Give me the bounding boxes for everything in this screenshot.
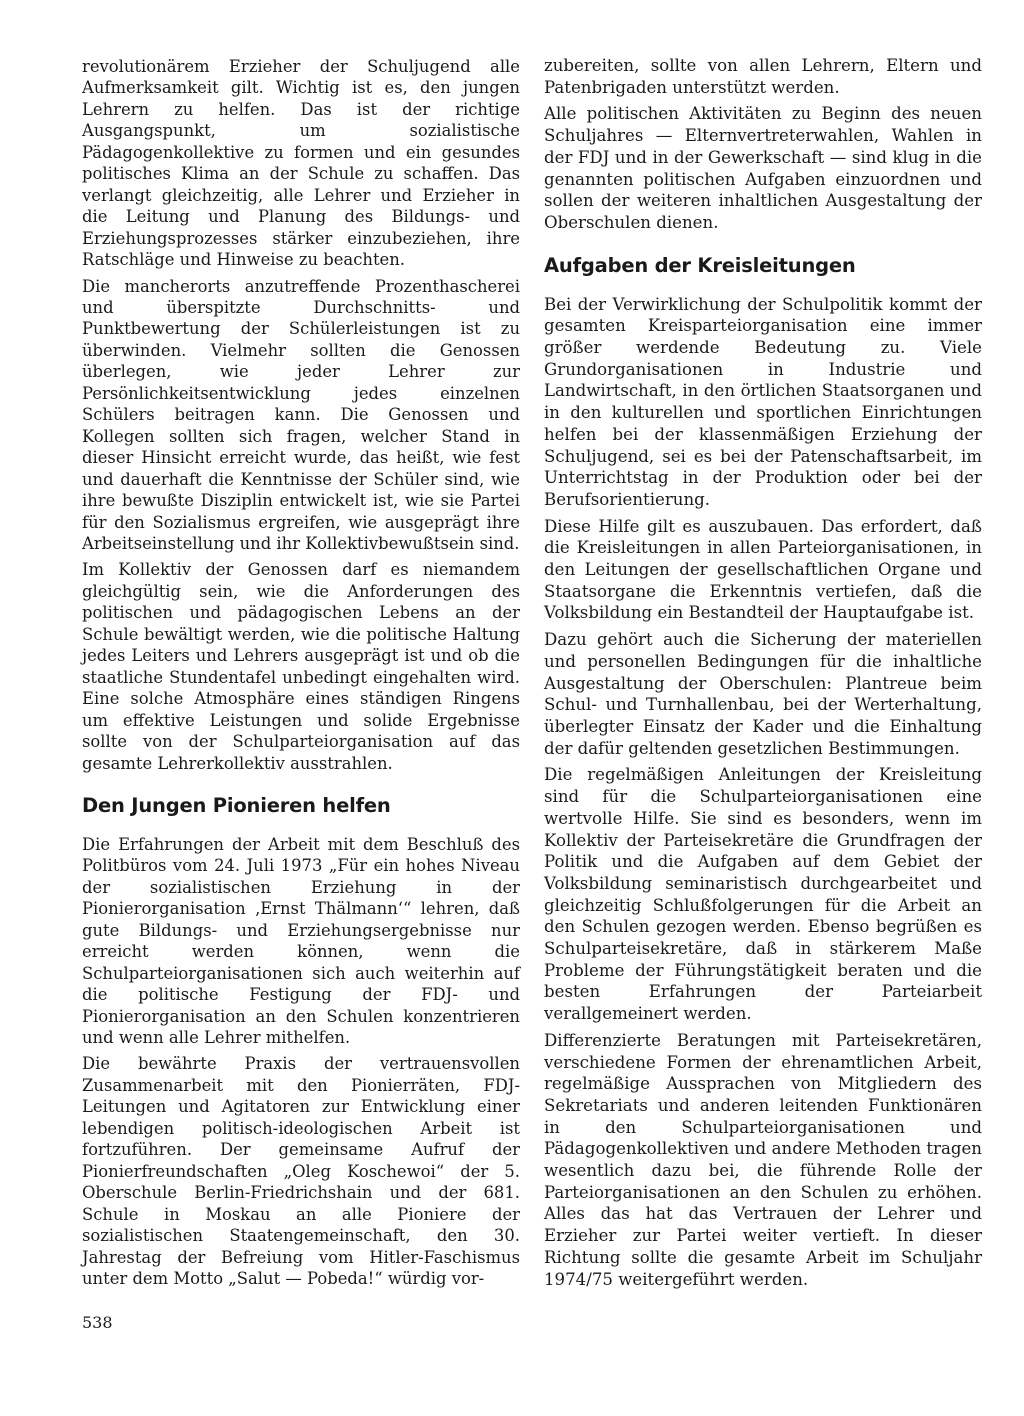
page-number: 538	[82, 1313, 113, 1332]
paragraph: Die mancherorts anzutreffende Prozenthascherei und überspitzte Durchschnitts- und Punktbewertung der Schülerleistungen ist zu überwinden. Vielmehr sollten die Genossen überlegen, wie jeder Lehrer zur Persönlichkeitsentwicklung jedes einzelnen Schülers beitragen kann. Die Genossen und Kollegen sollten sich fragen, welcher Stand in dieser Hinsicht erreicht wurde, das heißt, wie fest und dauerhaft die Kenntnisse der Schüler sind, wie ihre bewußte Disziplin entwickelt ist, wie sie Partei für den Sozialismus ergreifen, wie ausgeprägt ihre Arbeitseinstellung und ihr Kollektivbewußtsein sind.	[82, 276, 520, 553]
section-heading: Den Jungen Pionieren helfen	[82, 793, 391, 817]
section-heading: Aufgaben der Kreisleitungen	[544, 253, 856, 277]
paragraph: Die Erfahrungen der Arbeit mit dem Beschluß des Politbüros vom 24. Juli 1973 „Für ein hohes Niveau der sozialistischen Erziehung in der Pionierorganisation ‚Ernst Thälmann‘“ lehren, daß gute Bildungs- und Erziehungsergebnisse nur erreicht werden können, wenn die Schulparteiorganisationen sich auch weiterhin auf die politische Festigung der FDJ- und Pionierorganisation an den Schulen konzentrieren und wenn alle Lehrer mithelfen.	[82, 834, 520, 1048]
paragraph: Dazu gehört auch die Sicherung der materiellen und personellen Bedingungen für die inhaltliche Ausgestaltung der Oberschulen: Plantreue beim Schul- und Turnhallenbau, bei der Werterhaltung, überlegter Einsatz der Kader und die Einhaltung der dafür geltenden gesetzlichen Bestimmungen.	[544, 630, 982, 758]
paragraph: Im Kollektiv der Genossen darf es niemandem gleichgültig sein, wie die Anforderungen des politischen und pädagogischen Lebens an der Schule bewältigt werden, wie die politische Haltung jedes Leiters und Lehrers ausgeprägt ist und ob die staatliche Stundentafel unbedingt eingehalten wird. Eine solche Atmosphäre eines ständigen Ringens um effektive Leistungen und solide Ergebnisse sollte von der Schulparteiorganisation auf das gesamte Lehrerkollektiv ausstrahlen.	[82, 560, 520, 773]
paragraph: Bei der Verwirklichung der Schulpolitik kommt der gesamten Kreisparteiorganisation eine immer größer werdende Bedeutung zu. Viele Grundorganisationen in Industrie und Landwirtschaft, in den örtlichen Staatsorganen und in den kulturellen und sportlichen Einrichtungen helfen bei der klassenmäßigen Erziehung der Schuljugend, sei es bei der Patenschaftsarbeit, im Unterrichtstag in der Produktion oder bei der Berufsorientierung.	[544, 294, 982, 509]
paragraph: Differenzierte Beratungen mit Parteisekretären, verschiedene Formen der ehrenamtlichen Arbeit, regelmäßige Aussprachen von Mitgliedern des Sekretariats und anderen leitenden Funktionären in den Schulparteiorganisationen und Pädagogenkollektiven und andere Methoden tragen wesentlich dazu bei, die führende Rolle der Parteiorganisationen an den Schulen zu erhöhen. Alles das hat das Vertrauen der Lehrer und Erzieher zur Partei weiter vertieft. In dieser Richtung sollte die gesamte Arbeit im Schuljahr 1974/75 weitergeführt werden.	[544, 1030, 982, 1289]
paragraph: Diese Hilfe gilt es auszubauen. Das erfordert, daß die Kreisleitungen in allen Parteiorganisationen, in den Leitungen der gesellschaftlichen Organe und Staatsorgane die Erkenntnis vertiefen, daß die Volksbildung ein Bestandteil der Hauptaufgabe ist.	[544, 516, 982, 623]
paragraph: Die regelmäßigen Anleitungen der Kreisleitung sind für die Schulparteiorganisationen eine wertvolle Hilfe. Sie sind es besonders, wenn im Kollektiv der Parteisekretäre die Grundfragen der Politik und die Aufgaben auf dem Gebiet der Volksbildung seminaristisch durchgearbeitet und gleichzeitig Schlußfolgerungen für die Arbeit an den Schulen gezogen werden. Ebenso begrüßen es Schulparteisekretäre, daß in stärkerem Maße Probleme der Führungstätigkeit beraten und die besten Erfahrungen der Parteiarbeit verallgemeinert werden.	[544, 765, 982, 1024]
right-column	[544, 55, 982, 1295]
paragraph: Die bewährte Praxis der vertrauensvollen Zusammenarbeit mit den Pionierräten, FDJ-Leitungen und Agitatoren zur Entwicklung einer lebendigen politisch-ideologischen Arbeit ist fortzuführen. Der gemeinsame Aufruf der Pionierfreundschaften „Oleg Koschewoi“ der 5. Oberschule Berlin-Friedrichshain und der 681. Schule in Moskau an alle Pioniere der sozialistischen Staatengemeinschaft, den 30. Jahrestag der Befreiung vom Hitler-Faschismus unter dem Motto „Salut — Pobeda!“ würdig vor-	[82, 1054, 520, 1289]
paragraph: zubereiten, sollte von allen Lehrern, Eltern und Patenbrigaden unterstützt werden.	[544, 56, 982, 97]
paragraph: revolutionärem Erzieher der Schuljugend alle Aufmerksamkeit gilt. Wichtig ist es, den jungen Lehrern zu helfen. Das ist der richtige Ausgangspunkt, um sozialistische Pädagogenkollektive zu formen und ein gesundes politisches Klima an der Schule zu schaffen. Das verlangt gleichzeitig, alle Lehrer und Erzieher in die Leitung und Planung des Bildungs- und Erziehungsprozesses stärker einzubeziehen, ihre Ratschläge und Hinweise zu beachten.	[82, 57, 520, 270]
paragraph: Alle politischen Aktivitäten zu Beginn des neuen Schuljahres — Elternvertreterwahlen, Wahlen in der FDJ und in der Gewerkschaft — sind klug in die genannten politischen Aufgaben einzuordnen und sollen der weiteren inhaltlichen Ausgestaltung der Oberschulen dienen.	[544, 104, 982, 232]
left-column	[82, 56, 520, 1294]
